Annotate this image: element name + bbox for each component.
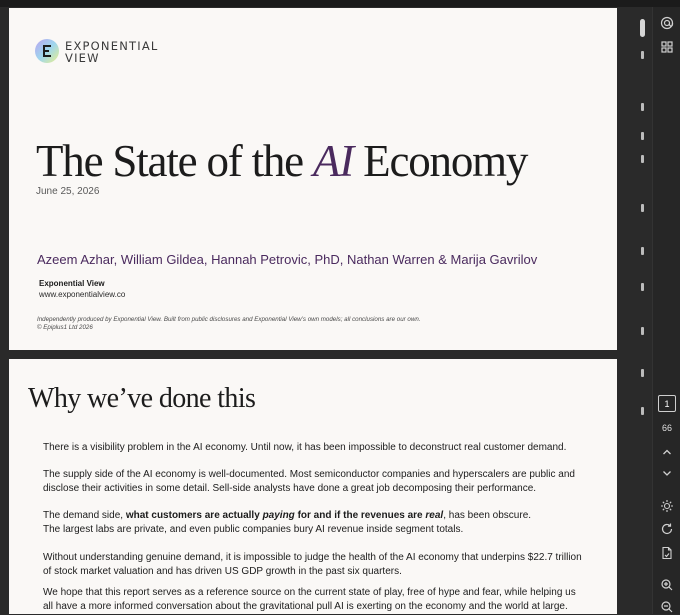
paragraph-3 — [43, 509, 583, 536]
title-ai-highlight: AI — [313, 136, 354, 186]
grid-view-icon — [660, 40, 674, 54]
cover-page — [9, 8, 617, 350]
right-toolbar — [652, 7, 680, 614]
logo-line-2: VIEW — [65, 51, 100, 65]
logo-line-1: EXPONENTIAL — [65, 39, 159, 53]
thumbnail-grid-button[interactable] — [659, 39, 675, 55]
paragraph-4: Without understanding genuine demand, it is impossible to judge the health of the AI economy that underpins $22.7 trillion of stock market valuation and has driven US GDP growth in the past six quarters. — [43, 552, 582, 577]
title-part-2: Economy — [363, 136, 528, 186]
rotate-icon — [660, 522, 674, 536]
paragraph-5: We hope that this report serves as a reference source on the current state of play, free of hype and fear, while helping us all have a more informed conversation about the gravitational pull AI is exerting on the economy and the world at large. — [43, 587, 576, 612]
p3-line-2: The largest labs are private, and even public companies bury AI revenue inside segment totals. — [43, 523, 464, 535]
rotate-button[interactable] — [659, 521, 675, 537]
logo-mark-icon — [35, 39, 59, 63]
top-bar — [0, 0, 680, 7]
zoom-in-button[interactable] — [659, 577, 675, 593]
export-icon — [660, 546, 674, 560]
logo-wordmark — [65, 40, 159, 64]
p3-bold-italic-1: paying — [262, 510, 295, 521]
ai-assistant-button[interactable] — [659, 15, 675, 31]
publisher-name: Exponential View — [39, 279, 105, 288]
disclaimer-text: Independently produced by Exponential View. Built from public disclosures and Exponential View’s own models; all conclusions are our own. — [37, 316, 421, 323]
report-title — [36, 136, 527, 186]
p3-bold-2: for and if the revenues are — [294, 510, 426, 521]
next-page-button[interactable] — [659, 465, 675, 481]
total-pages: 66 — [661, 423, 672, 433]
brightness-button[interactable] — [659, 498, 675, 514]
current-page-indicator[interactable]: 1 — [658, 395, 676, 412]
scrollbar-thumb[interactable] — [640, 19, 645, 37]
title-part-1: The State of the — [36, 136, 303, 186]
zoom-in-icon — [660, 578, 674, 592]
document-viewer[interactable] — [0, 7, 636, 614]
p3-bold-1: what customers are actually — [125, 510, 263, 521]
exponential-view-logo — [35, 39, 185, 69]
p3-bold-italic-2: real — [425, 510, 444, 521]
publication-date: June 25, 2026 — [36, 186, 100, 197]
section-heading: Why we’ve done this — [28, 383, 256, 414]
intro-page — [9, 359, 617, 614]
previous-page-button[interactable] — [659, 444, 675, 460]
zoom-out-button[interactable] — [659, 599, 675, 615]
authors-list: Azeem Azhar, William Gildea, Hannah Petrovic, PhD, Nathan Warren & Marija Gavrilov — [37, 252, 538, 267]
publisher-url[interactable]: www.exponentialview.co — [39, 290, 126, 299]
paragraph-1: There is a visibility problem in the AI economy. Until now, it has been impossible to deconstruct real customer demand. — [43, 442, 567, 453]
vertical-scrollbar[interactable] — [638, 7, 648, 614]
chevron-up-icon — [660, 445, 674, 459]
paragraph-2: The supply side of the AI economy is well-documented. Most semiconductor companies and hyperscalers are public and disclose their activities in some detail. Sell-side analysts have done a great job decomposing their performance. — [43, 469, 575, 494]
brightness-icon — [660, 499, 674, 513]
zoom-out-icon — [660, 600, 674, 614]
export-button[interactable] — [659, 545, 675, 561]
p3-end: , has been obscure. — [443, 510, 532, 521]
chevron-down-icon — [660, 466, 674, 480]
ai-assistant-icon — [660, 16, 674, 30]
copyright-text: © Epiplus1 Ltd 2026 — [37, 324, 93, 331]
p3-start: The demand side, — [43, 510, 126, 521]
